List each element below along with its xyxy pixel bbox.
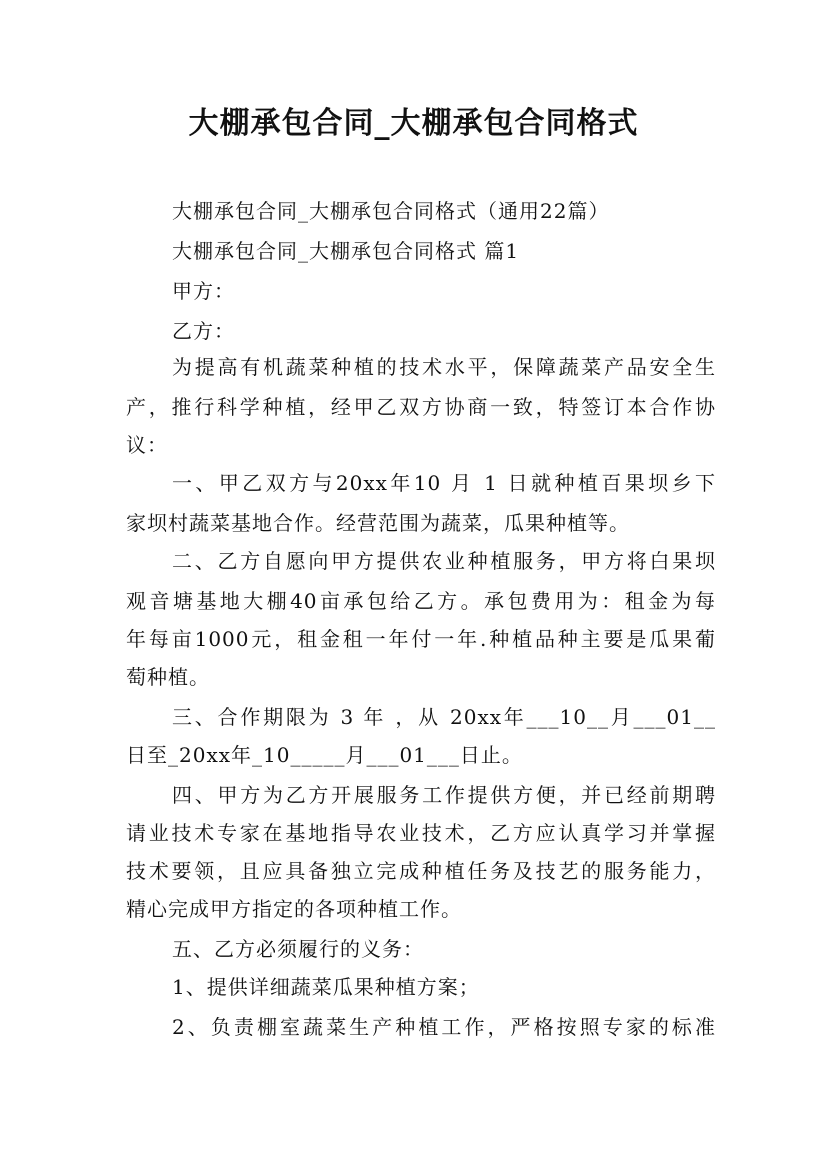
paragraph-line: 年每亩1000元，租金租一年付一年.种植品种主要是瓜果葡: [126, 627, 716, 651]
section-heading: 大棚承包合同_大棚承包合同格式 篇1: [172, 239, 520, 263]
paragraph-line: 萄种植。: [126, 665, 210, 689]
document-title: 大棚承包合同_大棚承包合同格式: [188, 106, 639, 141]
party-a-label: 甲方：: [172, 279, 235, 303]
paragraph-line: 家坝村蔬菜基地合作。经营范围为蔬菜，瓜果种植等。: [126, 511, 630, 535]
paragraph-line: 五、乙方必须履行的义务：: [172, 937, 424, 961]
paragraph-line: 精心完成甲方指定的各项种植工作。: [126, 897, 462, 921]
paragraph-line: 一、甲乙双方与20xx年10 月 1 日就种植百果坝乡下: [172, 471, 716, 495]
paragraph-line: 观音塘基地大棚40亩承包给乙方。承包费用为：租金为每: [126, 589, 716, 613]
paragraph-line: 议：: [126, 433, 168, 457]
paragraph-line: 日至_20xx年_10_____月___01___日止。: [126, 743, 523, 767]
list-item: 2、负责棚室蔬菜生产种植工作，严格按照专家的标准: [172, 1015, 716, 1039]
paragraph-line: 三、合作期限为 3 年 ，从 20xx年___10__月___01__: [172, 705, 716, 729]
paragraph-line: 产，推行科学种植，经甲乙双方协商一致，特签订本合作协: [126, 395, 716, 419]
party-b-label: 乙方：: [172, 319, 235, 343]
paragraph-line: 四、甲方为乙方开展服务工作提供方便，并已经前期聘: [172, 783, 716, 807]
paragraph-line: 为提高有机蔬菜种植的技术水平，保障蔬菜产品安全生: [172, 355, 716, 379]
paragraph-line: 二、乙方自愿向甲方提供农业种植服务，甲方将白果坝: [172, 549, 716, 573]
subtitle-line: 大棚承包合同_大棚承包合同格式（通用22篇）: [172, 199, 610, 223]
list-item: 1、提供详细蔬菜瓜果种植方案；: [172, 975, 480, 999]
paragraph-line: 技术要领，且应具备独立完成种植任务及技艺的服务能力，: [126, 859, 716, 883]
paragraph-line: 请业技术专家在基地指导农业技术，乙方应认真学习并掌握: [126, 821, 716, 845]
